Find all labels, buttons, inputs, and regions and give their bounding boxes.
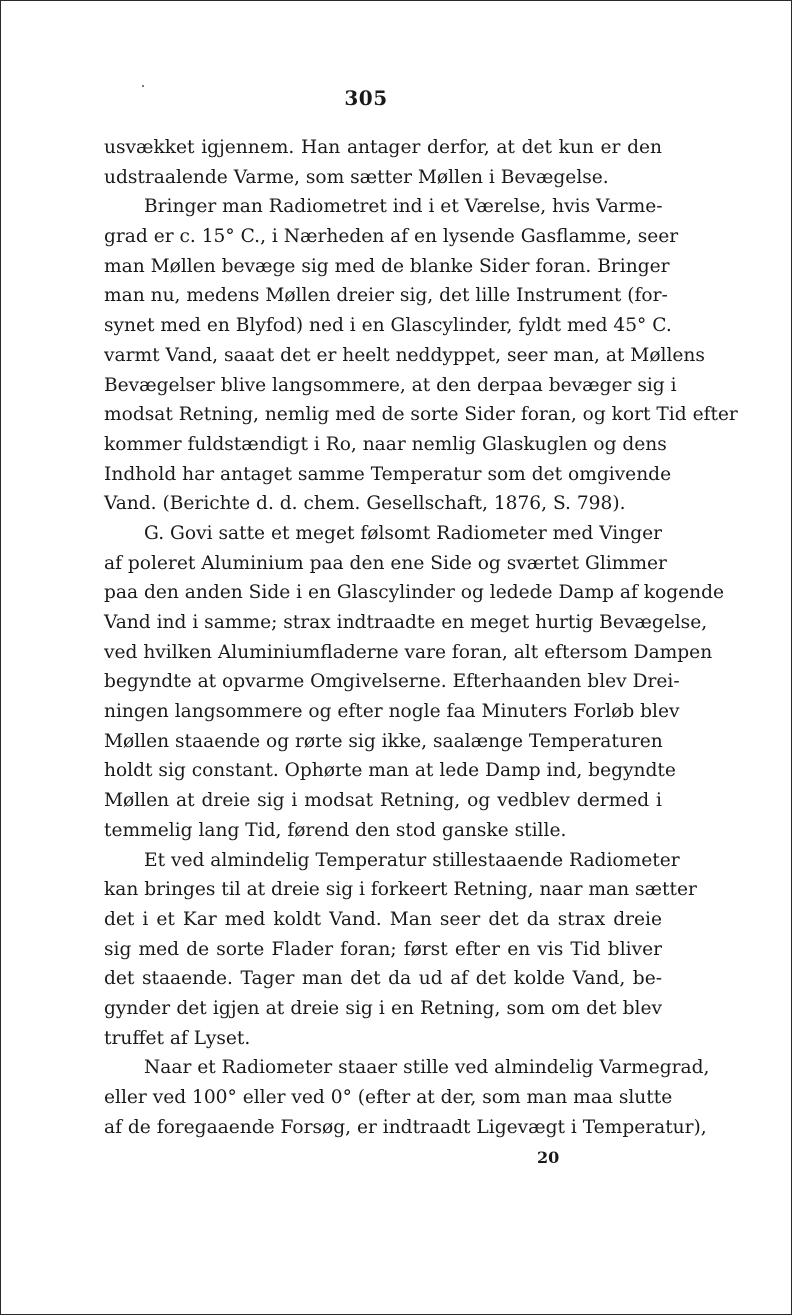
text-line: begyndte at opvarme Omgivelserne. Efterhaanden blev Drei- (104, 671, 680, 693)
text-line: man Møllen bevæge sig med de blanke Sider foran. Bringer (104, 255, 670, 277)
text-line: G. Govi satte et meget følsomt Radiometer med Vinger (144, 522, 662, 544)
text-line: grad er c. 15° C., i Nærheden af en lysende Gasflamme, seer (104, 226, 679, 248)
signature-mark: 20 (537, 1148, 560, 1167)
text-line: Et ved almindelig Temperatur stillestaaende Radiometer (144, 849, 680, 871)
text-line: Indhold har antaget samme Temperatur som det omgivende (104, 463, 672, 485)
text-line: Møllen staaende og rørte sig ikke, saalænge Temperaturen (104, 730, 663, 752)
text-line: ved hvilken Aluminiumfladerne vare foran, alt eftersom Dampen (104, 641, 713, 663)
text-line: usvækket igjennem. Han antager derfor, at det kun er den (104, 137, 662, 158)
text-line: af de foregaaende Forsøg, er indtraadt Ligevægt i Temperatur), (104, 1116, 707, 1138)
text-line: modsat Retning, nemlig med de sorte Sider foran, og kort Tid efter (104, 404, 738, 426)
body-text (104, 133, 738, 1142)
text-line: Bringer man Radiometret ind i et Værelse, hvis Varme- (144, 196, 663, 218)
page-number: 305 (344, 86, 388, 110)
text-line: varmt Vand, saaat det er heelt neddyppet, seer man, at Møllens (104, 344, 705, 366)
text-line: truffet af Lyset. (104, 1027, 251, 1049)
text-line: paa den anden Side i en Glascylinder og ledede Damp af kogende (104, 582, 725, 604)
text-line: Bevægelser blive langsommere, at den derpaa bevæger sig i (104, 374, 677, 396)
text-line: ningen langsommere og efter nogle faa Minuters Forløb blev (104, 701, 680, 723)
text-line: Naar et Radiometer staaer stille ved almindelig Varmegrad, (144, 1057, 710, 1079)
text-line: det i et Kar med koldt Vand. Man seer det da strax dreie (104, 908, 662, 930)
text-line: Møllen at dreie sig i modsat Retning, og vedblev dermed i (104, 790, 662, 812)
text-line: kan bringes til at dreie sig i forkeert Retning, naar man sætter (104, 879, 697, 901)
text-line: gynder det igjen at dreie sig i en Retning, som om det blev (104, 997, 662, 1019)
text-line: det staaende. Tager man det da ud af det kolde Vand, be- (104, 968, 662, 990)
text-line: holdt sig constant. Ophørte man at lede Damp ind, begyndte (104, 760, 676, 782)
text-line: udstraalende Varme, som sætter Møllen i Bevægelse. (104, 166, 609, 188)
text-line: synet med en Blyfod) ned i en Glascylinder, fyldt med 45° C. (104, 315, 672, 337)
text-line: Vand. (Berichte d. d. chem. Gesellschaft, 1876, S. 798). (104, 493, 626, 515)
text-line: kommer fuldstændigt i Ro, naar nemlig Glaskuglen og dens (104, 433, 667, 455)
text-line: eller ved 100° eller ved 0° (efter at der, som man maa slutte (104, 1087, 673, 1108)
text-line: man nu, medens Møllen dreier sig, det lille Instrument (for- (104, 285, 668, 307)
text-line: sig med de sorte Flader foran; først efter en vis Tid bliver (104, 938, 662, 960)
text-line: Vand ind i samme; strax indtraadte en meget hurtig Bevægelse, (104, 612, 708, 633)
text-line: temmelig lang Tid, førend den stod ganske stille. (104, 819, 567, 841)
text-line: af poleret Aluminium paa den ene Side og sværtet Glimmer (104, 552, 667, 574)
